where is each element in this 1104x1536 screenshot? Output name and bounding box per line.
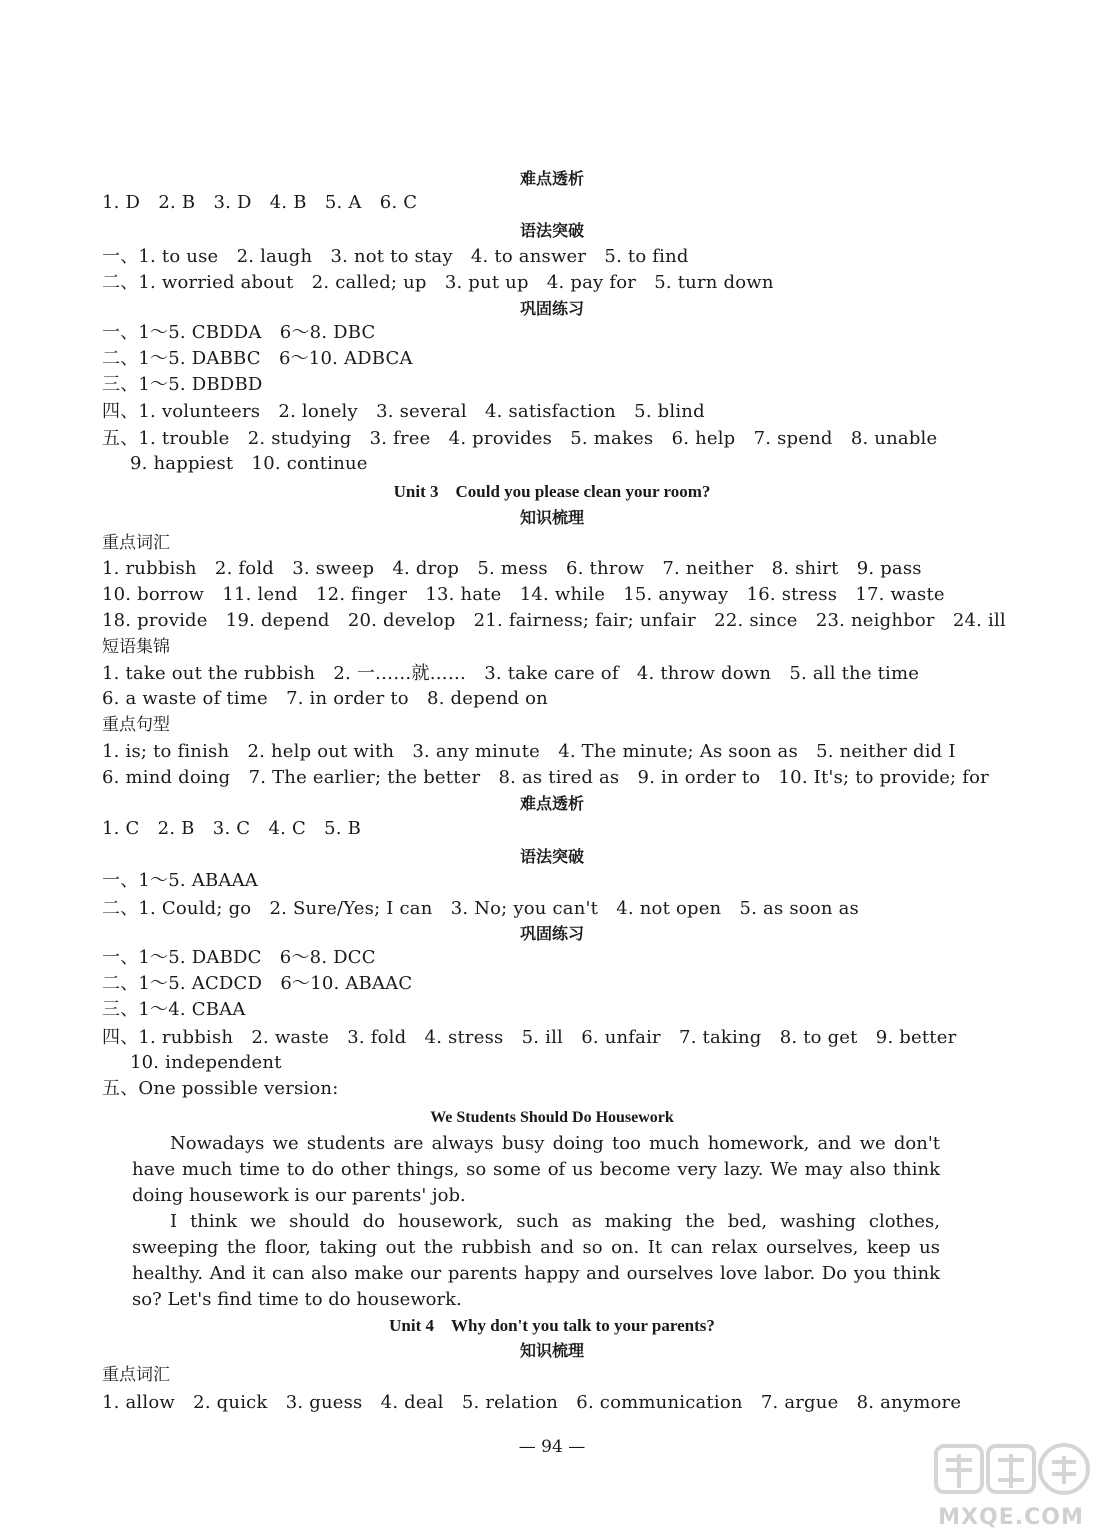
heading-nandian-touxi: 难点透析 bbox=[519, 794, 584, 813]
answer-line: 18. provide 19. depend 20. develop 21. fairness; fair; unfair 22. since 23. neighbor 24. ill bbox=[102, 610, 1006, 631]
answer-line: 一、1. to use 2. laugh 3. not to stay 4. to answer 5. to find bbox=[102, 246, 689, 267]
answer-line: 1. allow 2. quick 3. guess 4. deal 5. relation 6. communication 7. argue 8. anymore bbox=[102, 1392, 962, 1413]
answer-line: 一、1～5. DABDC 6～8. DCC bbox=[102, 947, 376, 968]
answer-line: 1. rubbish 2. fold 3. sweep 4. drop 5. mess 6. throw 7. neither 8. shirt 9. pass bbox=[102, 558, 922, 579]
essay-title: We Students Should Do Housework bbox=[430, 1109, 674, 1126]
answer-line: 二、1. Could; go 2. Sure/Yes; I can 3. No; you can't 4. not open 5. as soon as bbox=[102, 898, 859, 919]
answer-line: 1. is; to finish 2. help out with 3. any minute 4. The minute; As soon as 5. neither did I bbox=[102, 741, 956, 762]
watermark-logo-icon bbox=[926, 1440, 1096, 1496]
answer-line: 四、1. rubbish 2. waste 3. fold 4. stress 5. ill 6. unfair 7. taking 8. to get 9. better bbox=[102, 1027, 957, 1048]
page-number: — 94 — bbox=[518, 1437, 586, 1457]
answer-line: 6. mind doing 7. The earlier; the better 8. as tired as 9. in order to 10. It's; to provide; for bbox=[102, 767, 989, 788]
subheading-zhongdian-juxing: 重点句型 bbox=[102, 715, 170, 735]
heading-zhishi-shuli: 知识梳理 bbox=[519, 1341, 584, 1360]
answer-line: 四、1. volunteers 2. lonely 3. several 4. satisfaction 5. blind bbox=[102, 401, 705, 422]
essay-paragraph: Nowadays we students are always busy doing too much homework, and we don't have much time to do other things, so some of us become very lazy. We may also think doing housework is our parents' job. bbox=[132, 1133, 940, 1206]
subheading-zhongdian-cihui: 重点词汇 bbox=[102, 533, 170, 553]
answer-line: 三、1～5. DBDBD bbox=[102, 374, 263, 395]
subheading-duanyu-jijin: 短语集锦 bbox=[102, 637, 170, 657]
answer-line: 1. take out the rubbish 2. 一……就…… 3. take care of 4. throw down 5. all the time bbox=[102, 663, 920, 684]
heading-zhishi-shuli: 知识梳理 bbox=[519, 508, 584, 527]
watermark-text: MXQE.COM bbox=[938, 1505, 1084, 1530]
heading-yufa-tupo: 语法突破 bbox=[519, 847, 584, 866]
answer-line: 五、1. trouble 2. studying 3. free 4. provides 5. makes 6. help 7. spend 8. unable bbox=[102, 428, 938, 449]
answer-line: 一、1～5. CBDDA 6～8. DBC bbox=[102, 322, 376, 343]
answer-line: 五、One possible version: bbox=[102, 1078, 339, 1099]
answer-line: 二、1～5. ACDCD 6～10. ABAAC bbox=[102, 973, 413, 994]
answer-line: 1. C 2. B 3. C 4. C 5. B bbox=[102, 818, 362, 839]
heading-yufa-tupo: 语法突破 bbox=[519, 221, 584, 240]
unit4-title: Unit 4 Why don't you talk to your parents? bbox=[389, 1316, 715, 1335]
heading-gonggu-lianxi: 巩固练习 bbox=[519, 299, 584, 318]
essay-paragraph: I think we should do housework, such as making the bed, washing clothes, sweeping the floor, taking out the rubbish and so on. It can relax ourselves, keep us healthy. And it can also make our parents happy and ourselves love labor. Do you think so? Let's find time to do housework. bbox=[132, 1211, 940, 1310]
unit3-title: Unit 3 Could you please clean your room? bbox=[393, 482, 711, 501]
answer-line: 1. D 2. B 3. D 4. B 5. A 6. C bbox=[102, 192, 418, 213]
heading-nandian-touxi: 难点透析 bbox=[519, 169, 584, 188]
answer-line: 二、1. worried about 2. called; up 3. put up 4. pay for 5. turn down bbox=[102, 272, 774, 293]
answer-line: 三、1～4. CBAA bbox=[102, 999, 246, 1020]
watermark bbox=[926, 1432, 1096, 1532]
answer-line: 6. a waste of time 7. in order to 8. depend on bbox=[102, 688, 548, 709]
heading-gonggu-lianxi: 巩固练习 bbox=[519, 924, 584, 943]
answer-line: 9. happiest 10. continue bbox=[130, 453, 368, 474]
answer-line: 二、1～5. DABBC 6～10. ADBCA bbox=[102, 348, 413, 369]
subheading-zhongdian-cihui: 重点词汇 bbox=[102, 1365, 170, 1385]
answer-line: 10. independent bbox=[130, 1052, 282, 1073]
answer-line: 10. borrow 11. lend 12. finger 13. hate 14. while 15. anyway 16. stress 17. waste bbox=[102, 584, 945, 605]
answer-line: 一、1～5. ABAAA bbox=[102, 870, 258, 891]
